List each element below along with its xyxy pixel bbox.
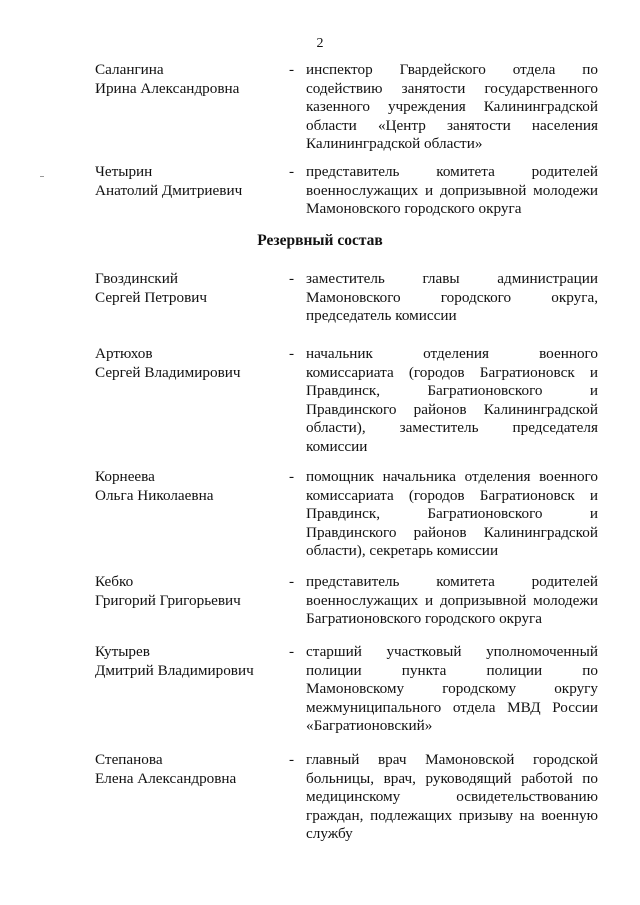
member-name — [95, 270, 285, 307]
role-line: начальник отделения военного — [306, 345, 598, 362]
role-line: полиции пункта полиции по — [306, 661, 598, 679]
role-line: старший участковый уполномоченный — [306, 643, 598, 660]
member-name — [95, 468, 285, 505]
role-line: инспектор Гвардейского отдела по — [306, 61, 598, 78]
dash-separator: - — [289, 163, 295, 180]
member-name — [95, 573, 285, 610]
member-role — [306, 468, 598, 561]
role-line: главный врач Мамоновской городской — [306, 751, 598, 768]
role-line: «Багратионовский» — [306, 717, 433, 734]
role-line: представитель комитета родителей — [306, 573, 598, 590]
member-role — [306, 751, 598, 844]
role-line: заместитель главы администрации — [306, 270, 598, 287]
member-role — [306, 61, 598, 154]
margin-mark — [40, 176, 44, 177]
dash-separator: - — [289, 61, 295, 78]
dash-separator: - — [289, 345, 295, 362]
role-line: области), заместитель председателя — [306, 419, 598, 436]
role-line: Правдинск, Багратионовского и — [306, 505, 598, 522]
role-line: Калининградской области» — [306, 135, 483, 152]
role-line: области «Центр занятости населения — [306, 116, 598, 134]
member-given-name: Григорий Григорьевич — [95, 591, 241, 609]
role-line: Мамоновскому городскому округу — [306, 680, 598, 697]
role-line: области), секретарь комиссии — [306, 542, 499, 559]
dash-separator: - — [289, 751, 295, 768]
role-line: комиссариата (городов Багратионовск и — [306, 363, 598, 381]
member-name — [95, 61, 285, 98]
member-surname: Корнеева — [95, 468, 155, 485]
member-name — [95, 345, 285, 382]
role-line: Правдинск, Багратионовского и — [306, 382, 598, 399]
dash-separator: - — [289, 468, 295, 485]
member-role — [306, 345, 598, 456]
role-line: межмуниципального отдела МВД России — [306, 698, 598, 716]
dash-separator: - — [289, 270, 295, 287]
member-role — [306, 643, 598, 736]
member-given-name: Анатолий Дмитриевич — [95, 181, 243, 199]
role-line: содействию занятости государственного — [306, 79, 598, 97]
role-line: помощник начальника отделения военного — [306, 468, 598, 485]
member-given-name: Ольга Николаевна — [95, 486, 214, 504]
member-role — [306, 573, 598, 629]
role-line: службу — [306, 825, 353, 842]
role-line: представитель комитета родителей — [306, 163, 598, 180]
member-surname: Салангина — [95, 61, 164, 78]
member-given-name: Сергей Владимирович — [95, 363, 241, 381]
member-name — [95, 163, 285, 200]
member-surname: Гвоздинский — [95, 270, 178, 287]
role-line: больницы, врач, руководящий работой по — [306, 769, 598, 787]
role-line: Мамоновского городского округа — [306, 200, 522, 217]
role-line: казенного учреждения Калининградской — [306, 98, 598, 115]
member-name — [95, 643, 285, 680]
role-line: Мамоновского городского округа, — [306, 288, 598, 306]
member-given-name: Ирина Александровна — [95, 79, 240, 97]
page-number: 2 — [316, 36, 324, 51]
reserve-heading: Резервный состав — [257, 232, 383, 249]
role-line: комиссариата (городов Багратионовск и — [306, 486, 598, 504]
role-line: военнослужащих и допризывной молодежи — [306, 181, 598, 199]
member-role — [306, 270, 598, 326]
role-line: Правдинского районов Калининградской — [306, 400, 598, 418]
member-given-name: Сергей Петрович — [95, 288, 208, 306]
member-role — [306, 163, 598, 219]
role-line: граждан, подлежащих призыву на военную — [306, 806, 598, 824]
member-surname: Артюхов — [95, 345, 153, 362]
role-line: председатель комиссии — [306, 307, 457, 324]
role-line: Правдинского районов Калининградской — [306, 523, 598, 541]
dash-separator: - — [289, 573, 295, 590]
member-given-name: Дмитрий Владимирович — [95, 661, 254, 679]
role-line: военнослужащих и допризывной молодежи — [306, 591, 598, 609]
dash-separator: - — [289, 643, 295, 660]
member-given-name: Елена Александровна — [95, 769, 237, 787]
member-surname: Степанова — [95, 751, 163, 768]
member-surname: Кутырев — [95, 643, 150, 660]
member-surname: Четырин — [95, 163, 153, 180]
role-line: комиссии — [306, 437, 368, 455]
member-surname: Кебко — [95, 573, 134, 590]
role-line: медицинскому освидетельствованию — [306, 788, 598, 805]
role-line: Багратионовского городского округа — [306, 610, 543, 627]
member-name — [95, 751, 285, 788]
